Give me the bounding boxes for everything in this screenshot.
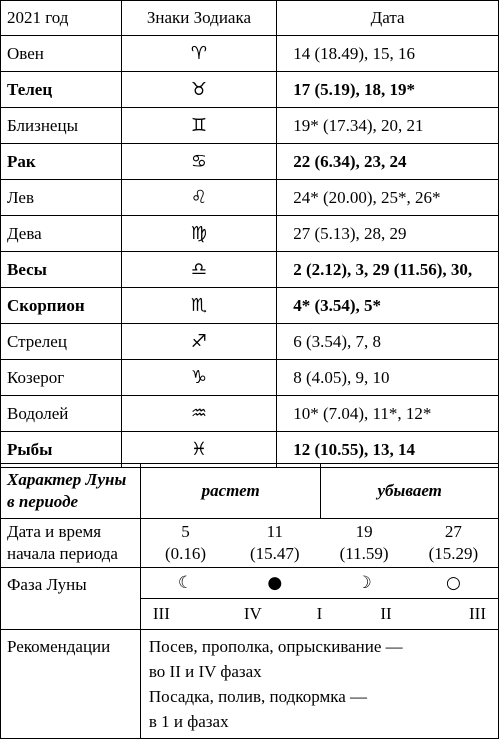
rec-line: Посев, прополка, опрыскивание — [148, 637, 403, 656]
zodiac-sign-icon: ♋︎ [121, 144, 277, 180]
zodiac-row [1, 396, 499, 432]
period-3 [319, 521, 408, 565]
period-2 [230, 521, 319, 565]
recommendations-row [1, 630, 499, 739]
moon-header-row [1, 464, 499, 519]
zodiac-sign-icon: ♐︎ [121, 324, 277, 360]
period-1 [141, 521, 230, 565]
waning-crescent-icon: ☾ [177, 573, 194, 593]
full-moon-icon: ○ [445, 573, 461, 593]
quarter-label: III [152, 604, 170, 623]
sign-dates: 12 (10.55), 13, 14 [277, 432, 499, 468]
sign-name: Рыбы [1, 432, 122, 468]
header-date: Дата [277, 1, 499, 36]
moon-dates-row [1, 519, 499, 568]
sign-name: Весы [1, 252, 122, 288]
sign-dates: 6 (3.54), 7, 8 [277, 324, 499, 360]
recommendations-text [140, 630, 498, 739]
zodiac-sign-icon: ♎︎ [121, 252, 277, 288]
quarter-label: IV [243, 604, 262, 623]
sign-dates: 19* (17.34), 20, 21 [277, 108, 499, 144]
header-year: 2021 год [1, 1, 122, 36]
header-signs: Знаки Зодиака [121, 1, 277, 36]
zodiac-row [1, 72, 499, 108]
zodiac-row [1, 144, 499, 180]
zodiac-sign-icon: ♌︎ [121, 180, 277, 216]
period-1-time: (0.16) [164, 544, 207, 563]
moon-phase-cell [140, 568, 498, 630]
sign-dates: 17 (5.19), 18, 19* [277, 72, 499, 108]
period-4-time: (15.29) [428, 544, 479, 563]
period-start-label: Дата и время начала периода [1, 519, 141, 568]
sign-name: Овен [1, 36, 122, 72]
sign-name: Лев [1, 180, 122, 216]
moon-phase-label: Фаза Луны [1, 568, 141, 630]
new-moon-icon: ● [267, 573, 283, 593]
period-4 [409, 521, 498, 565]
rec-line: во II и IV фазах [148, 662, 262, 681]
zodiac-sign-icon: ♒︎ [121, 396, 277, 432]
zodiac-sign-icon: ♈︎ [121, 36, 277, 72]
zodiac-sign-icon: ♍︎ [121, 216, 277, 252]
zodiac-row [1, 36, 499, 72]
sign-name: Стрелец [1, 324, 122, 360]
period-dates-cell [140, 519, 498, 568]
sign-name: Телец [1, 72, 122, 108]
sign-dates: 27 (5.13), 28, 29 [277, 216, 499, 252]
sign-name: Близнецы [1, 108, 122, 144]
waxing-crescent-icon: ☽ [356, 573, 372, 593]
rec-line: Посадка, полив, подкормка — [148, 687, 368, 706]
sign-dates: 10* (7.04), 11*, 12* [277, 396, 499, 432]
sign-dates: 24* (20.00), 25*, 26* [277, 180, 499, 216]
period-2-time: (15.47) [250, 544, 300, 563]
moon-character-label: Характер Луны в периоде [1, 464, 141, 519]
sign-name: Козерог [1, 360, 122, 396]
zodiac-row [1, 180, 499, 216]
recommendations-label: Рекомендации [1, 630, 141, 739]
period-3-time: (11.59) [339, 544, 389, 563]
period-2-day: 11 [266, 522, 283, 541]
sign-name: Дева [1, 216, 122, 252]
sign-dates: 8 (4.05), 9, 10 [277, 360, 499, 396]
zodiac-sign-icon: ♏︎ [121, 288, 277, 324]
zodiac-row [1, 324, 499, 360]
quarter-label: II [380, 604, 392, 623]
moon-growing-label: растет [140, 464, 321, 519]
sign-name: Рак [1, 144, 122, 180]
quarter-label: III [469, 604, 486, 623]
sign-name: Скорпион [1, 288, 122, 324]
sign-name: Водолей [1, 396, 122, 432]
zodiac-row [1, 288, 499, 324]
sign-dates: 14 (18.49), 15, 16 [277, 36, 499, 72]
period-1-day: 5 [181, 522, 190, 541]
moon-phase-row [1, 568, 499, 630]
zodiac-body [1, 36, 499, 468]
sign-dates: 4* (3.54), 5* [277, 288, 499, 324]
zodiac-row [1, 252, 499, 288]
zodiac-sign-icon: ♓︎ [121, 432, 277, 468]
moon-phase-table [0, 463, 499, 739]
period-4-day: 27 [444, 522, 462, 541]
zodiac-header-row [1, 1, 499, 36]
zodiac-row [1, 108, 499, 144]
zodiac-sign-icon: ♉︎ [121, 72, 277, 108]
zodiac-sign-icon: ♊︎ [121, 108, 277, 144]
period-3-day: 19 [355, 522, 373, 541]
rec-line: в 1 и фазах [148, 712, 229, 731]
zodiac-sign-icon: ♑︎ [121, 360, 277, 396]
zodiac-row [1, 360, 499, 396]
sign-dates: 22 (6.34), 23, 24 [277, 144, 499, 180]
sign-dates: 2 (2.12), 3, 29 (11.56), 30, [277, 252, 499, 288]
moon-waning-label: убывает [321, 464, 499, 519]
quarter-label: I [316, 604, 323, 623]
zodiac-row [1, 216, 499, 252]
